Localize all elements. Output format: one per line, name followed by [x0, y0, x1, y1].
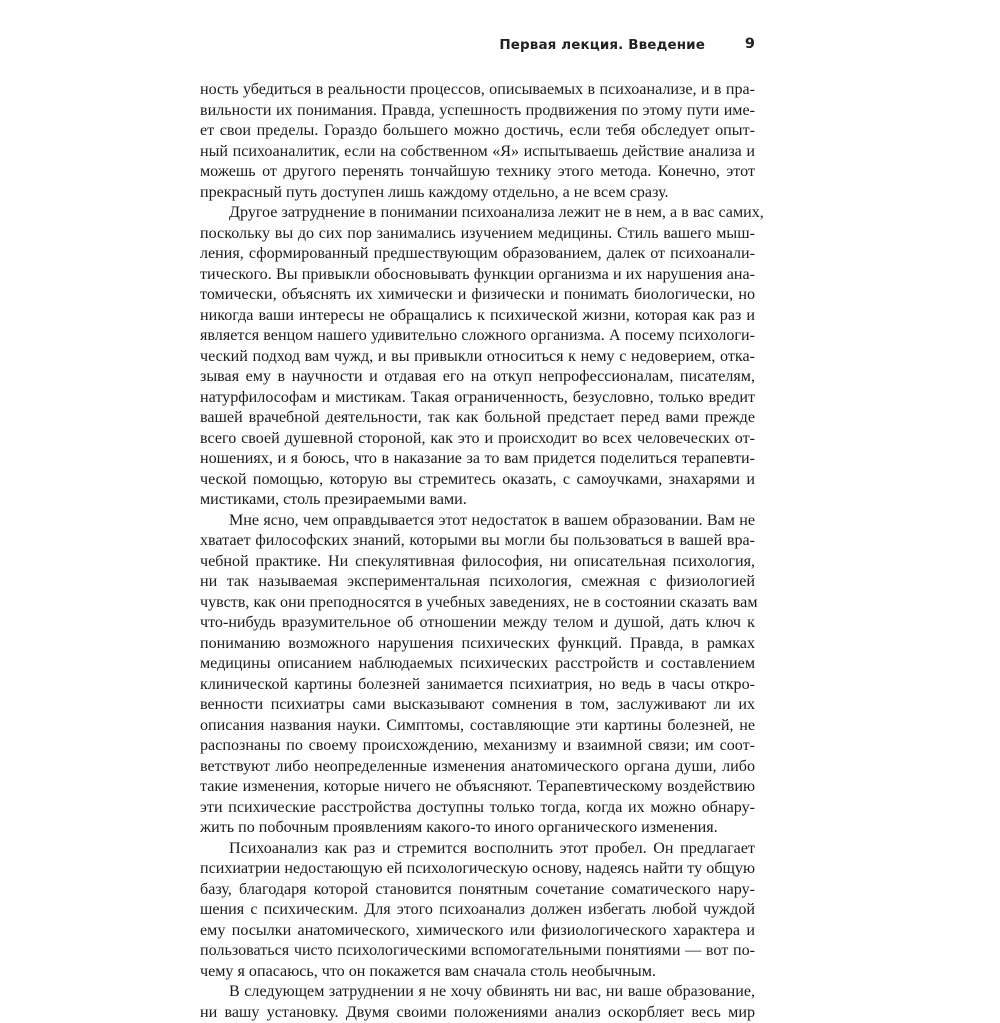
text-line: ни вашу установку. Двумя своими положениями анализ оскорбляет весь мир: [200, 1003, 755, 1023]
text-line: В следующем затруднении я не хочу обвинять ни вас, ни ваше образование,: [200, 982, 755, 1003]
text-line: шения с психическим. Для этого психоанализ должен избегать любой чуждой: [200, 900, 755, 921]
text-line: хватает философских знаний, которыми вы могли бы пользоваться в вашей вра-: [200, 531, 755, 552]
text-line: медицины описанием наблюдаемых психических расстройств и составлением: [200, 654, 755, 675]
text-line: такие изменения, которые ничего не объясняют. Терапевтическому воздействию: [200, 777, 755, 798]
running-header: [200, 37, 755, 57]
text-line: зывая ему в научности и отдавая его на откуп непрофессионалам, писателям,: [200, 367, 755, 388]
text-line: мистиками, столь презираемыми вами.: [200, 490, 755, 511]
paragraph: [200, 511, 755, 839]
text-line: жить по побочным проявлениям какого-то иного органического изменения.: [200, 818, 755, 839]
text-line: прекрасный путь доступен лишь каждому отдельно, а не всем сразу.: [200, 183, 755, 204]
text-line: пользоваться чисто психологическими вспомогательными понятиями — вот по-: [200, 941, 755, 962]
text-line: чувств, как они преподносятся в учебных заведениях, не в состоянии сказать вам: [200, 593, 755, 614]
text-line: всего своей душевной стороной, как это и происходит во всех человеческих от-: [200, 429, 755, 450]
text-line: ность убедиться в реальности процессов, описываемых в психоанализе, и в пра-: [200, 80, 755, 101]
text-line: ления, сформированный предшествующим образованием, далек от психоанали-: [200, 244, 755, 265]
text-line: поскольку вы до сих пор занимались изучением медицины. Стиль вашего мыш-: [200, 224, 755, 245]
text-line: можешь от другого перенять тончайшую технику этого метода. Конечно, этот: [200, 162, 755, 183]
text-line: ни так называемая экспериментальная психология, смежная с физиологией: [200, 572, 755, 593]
text-line: вашей врачебной деятельности, так как больной предстает перед вами прежде: [200, 408, 755, 429]
text-line: базу, благодаря которой становится понятным сочетание соматического нару-: [200, 880, 755, 901]
text-line: ему посылки анатомического, химического или физиологического характера и: [200, 921, 755, 942]
text-line: пониманию возможного нарушения психических функций. Правда, в рамках: [200, 634, 755, 655]
text-line: венности психиатры сами высказывают сомнения в том, заслуживают ли их: [200, 695, 755, 716]
text-line: ческий подход вам чужд, и вы привыкли относиться к нему с недоверием, отка-: [200, 347, 755, 368]
text-line: Мне ясно, чем оправдывается этот недостаток в вашем образовании. Вам не: [200, 511, 755, 532]
text-line: ческой помощью, которую вы стремитесь оказать, с самоучками, знахарями и: [200, 470, 755, 491]
text-line: психиатрии недостающую ей психологическую основу, надеясь найти ту общую: [200, 859, 755, 880]
running-title: Первая лекция. Введение: [499, 37, 705, 53]
text-line: является венцом нашего удивительно сложного организма. А посему психологи-: [200, 326, 755, 347]
text-line: описания названия науки. Симптомы, составляющие эти картины болезней, не: [200, 716, 755, 737]
page-number: 9: [745, 36, 755, 52]
text-line: эти психические расстройства доступны только тогда, когда их можно обнару-: [200, 798, 755, 819]
text-line: никогда ваши интересы не обращались к психической жизни, которая как раз и: [200, 306, 755, 327]
text-line: ветствуют либо неопределенные изменения анатомического органа души, либо: [200, 757, 755, 778]
paragraph: [200, 80, 755, 203]
text-line: Другое затруднение в понимании психоанализа лежит не в нем, а в вас самих,: [200, 203, 755, 224]
text-line: тического. Вы привыкли обосновывать функции организма и их нарушения ана-: [200, 265, 755, 286]
paragraph: [200, 982, 755, 1023]
text-line: ет свои пределы. Гораздо большего можно достичь, если тебя обследует опыт-: [200, 121, 755, 142]
text-line: клинической картины болезней занимается психиатрия, но ведь в часы откро-: [200, 675, 755, 696]
text-line: натурфилософам и мистикам. Такая ограниченность, безусловно, только вредит: [200, 388, 755, 409]
text-line: вильности их понимания. Правда, успешность продвижения по этому пути име-: [200, 101, 755, 122]
text-line: что-нибудь вразумительное об отношении между телом и душой, дать ключ к: [200, 613, 755, 634]
text-line: чебной практике. Ни спекулятивная философия, ни описательная психология,: [200, 552, 755, 573]
paragraph: [200, 203, 755, 511]
text-line: ношениях, и я боюсь, что в наказание за то вам придется поделиться терапевти-: [200, 449, 755, 470]
text-line: распознаны по своему происхождению, механизму и взаимной связи; им соот-: [200, 736, 755, 757]
text-line: томически, объяснять их химически и физически и понимать биологически, но: [200, 285, 755, 306]
body-text: [200, 80, 755, 1023]
paragraph: [200, 839, 755, 983]
text-line: чему я опасаюсь, что он покажется вам сначала столь необычным.: [200, 962, 755, 983]
text-line: ный психоаналитик, если на собственном «Я» испытываешь действие анализа и: [200, 142, 755, 163]
text-line: Психоанализ как раз и стремится восполнить этот пробел. Он предлагает: [200, 839, 755, 860]
